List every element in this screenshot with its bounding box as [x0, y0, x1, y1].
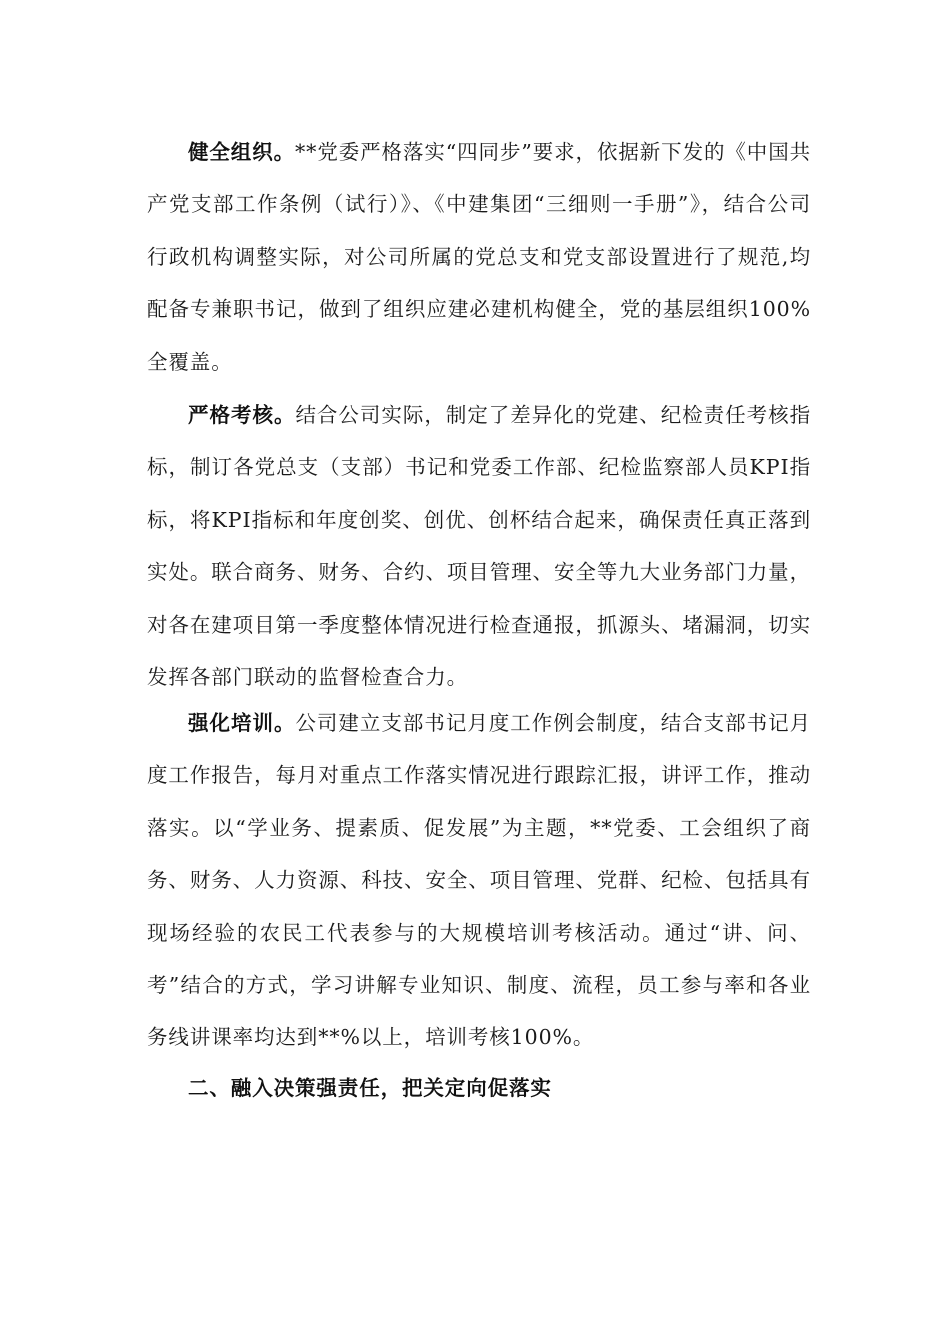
paragraph-lead: 强化培训。 [188, 711, 296, 735]
paragraph-body: 结合公司实际，制定了差异化的党建、纪检责任考核指标，制订各党总支（支部）书记和党委工作部、纪检监察部人员KPI指标，将KPI指标和年度创奖、创优、创杯结合起来，确保责任真正落到实处。联合商务、财务、合约、项目管理、安全等九大业务部门力量，对各在建项目第一季度整体情况进行检查通报，抓源头、堵漏洞，切实发挥各部门联动的监督检查合力。 [147, 403, 811, 690]
paragraph-body: **党委严格落实“四同步”要求，依据新下发的《中国共产党支部工作条例（试行）》、《中建集团“三细则一手册”》，结合公司行政机构调整实际，对公司所属的党总支和党支部设置进行了规范,均配备专兼职书记，做到了组织应建必建机构健全，党的基层组织100%全覆盖。 [147, 140, 812, 374]
paragraph-lead: 严格考核。 [188, 403, 296, 427]
paragraph-organization [147, 126, 811, 388]
paragraph-lead: 健全组织。 [188, 140, 296, 164]
paragraph-assessment [147, 389, 811, 703]
paragraph-body: 公司建立支部书记月度工作例会制度，结合支部书记月度工作报告，每月对重点工作落实情况进行跟踪汇报，讲评工作，推动落实。以“学业务、提素质、促发展”为主题，**党委、工会组织了商务、财务、人力资源、科技、安全、项目管理、党群、纪检、包括具有现场经验的农民工代表参与的大规模培训考核活动。通过“讲、问、考”结合的方式，学习讲解专业知识、制度、流程，员工参与率和各业务线讲课率均达到**%以上，培训考核100%。 [147, 711, 811, 1050]
paragraph-training [147, 697, 811, 1064]
section-heading: 二、融入决策强责任，把关定向促落实 [188, 1076, 552, 1100]
